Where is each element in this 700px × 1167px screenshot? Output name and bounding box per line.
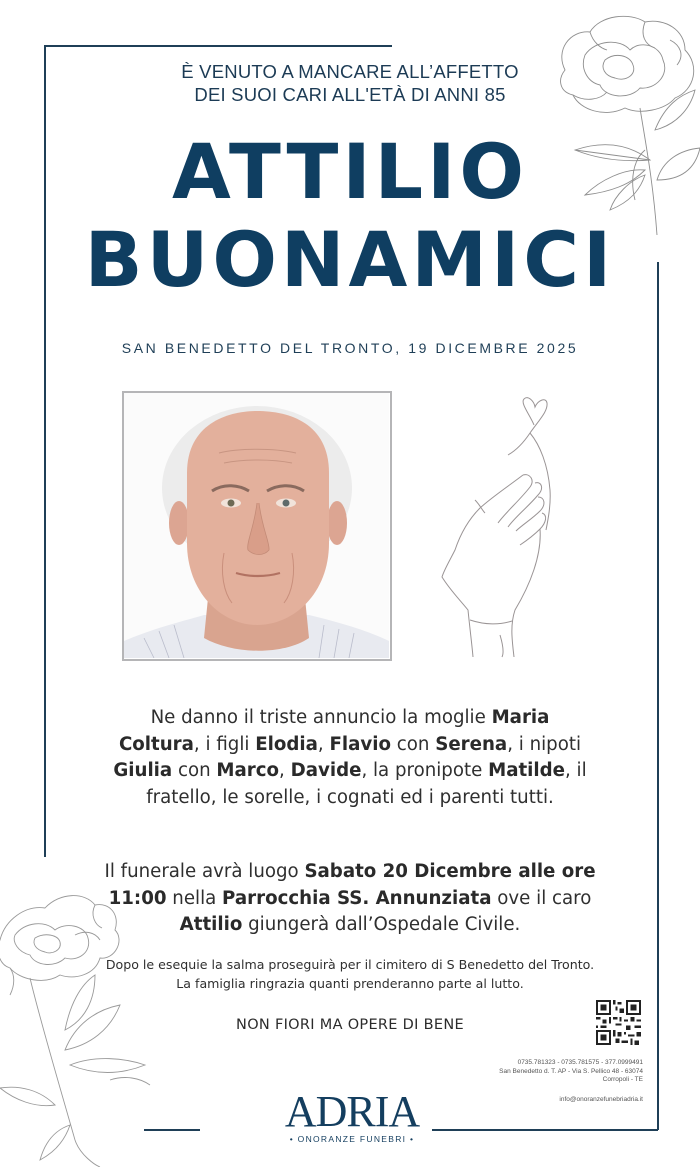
subtitle-line: È VENUTO A MANCARE ALL’AFFETTO	[181, 61, 519, 82]
highlighted-name: Elodia	[255, 733, 318, 755]
text-run: con	[172, 760, 217, 781]
frame-top-line	[44, 45, 392, 47]
burial-line: Dopo le esequie la salma proseguirà per il cimitero di S Benedetto del Tronto.	[105, 957, 595, 972]
no-flowers-note: NON FIORI MA OPERE DI BENE	[236, 1017, 464, 1033]
deceased-first-name: ATTILIO	[172, 127, 528, 216]
highlighted-name: Davide	[290, 760, 362, 781]
praying-hands-icon	[430, 395, 570, 660]
agency-email[interactable]: info@onoranzefunebriadria.it	[559, 1096, 643, 1103]
highlighted-name: Flavio	[329, 733, 392, 755]
subtitle-line: DEI SUOI CARI ALL'ETÀ DI ANNI 85	[194, 84, 506, 105]
logo-tagline: • ONORANZE FUNEBRI •	[289, 1134, 415, 1144]
highlighted-name: Parrocchia SS. Annunziata	[222, 887, 492, 909]
text-run: , i figli	[193, 733, 256, 755]
agency-address: San Benedetto d. T. AP - Via S. Pellico 48 - 63074	[499, 1067, 643, 1075]
portrait-image	[124, 393, 389, 658]
agency-logo	[262, 1087, 442, 1144]
deceased-last-name: BUONAMICI	[84, 215, 616, 304]
agency-city: Corropoli - TE	[602, 1076, 643, 1084]
highlighted-name: Matilde	[488, 760, 565, 781]
text-run: ,	[279, 760, 291, 781]
funeral-details	[100, 859, 600, 939]
announcement-text	[110, 705, 590, 811]
agency-phones: 0735.781323 - 0735.781575 - 377.0999491	[517, 1059, 643, 1066]
agency-contacts	[440, 1059, 643, 1085]
highlighted-name: Marco	[216, 760, 280, 781]
highlighted-name: Giulia	[113, 760, 173, 781]
highlighted-name: Maria Coltura	[118, 707, 550, 755]
text-run: ove il caro	[491, 887, 592, 909]
text-run: ,	[317, 733, 330, 755]
text-run: , la pronipote	[361, 760, 489, 781]
text-run: , il fratello, le sorelle, i cognati ed i parenti tutti.	[146, 760, 587, 808]
highlighted-name: Sabato 20 Dicembre alle ore 11:00	[108, 861, 596, 909]
deceased-photo	[122, 391, 392, 661]
text-run: Il funerale avrà luogo	[104, 861, 305, 882]
peony-flower-icon	[0, 880, 170, 1167]
text-run: , i nipoti	[507, 733, 582, 755]
logo-wordmark: ADRIA	[284, 1087, 420, 1136]
age-announcement	[0, 60, 700, 106]
frame-bottom-line	[432, 1129, 658, 1131]
highlighted-name: Serena	[435, 733, 508, 755]
frame-right-line	[657, 262, 659, 1130]
text-run: giungerà dall’Ospedale Civile.	[242, 914, 521, 935]
text-run: con	[391, 733, 436, 755]
place-date: SAN BENEDETTO DEL TRONTO, 19 DICEMBRE 2025	[121, 340, 579, 356]
text-run: nella	[166, 887, 223, 909]
thanks-line: La famiglia ringrazia quanti prenderanno parte al lutto.	[176, 976, 524, 991]
qr-code[interactable]	[596, 999, 641, 1046]
highlighted-name: Attilio	[179, 914, 243, 935]
text-run: Ne danno il triste annuncio la moglie	[150, 707, 492, 728]
